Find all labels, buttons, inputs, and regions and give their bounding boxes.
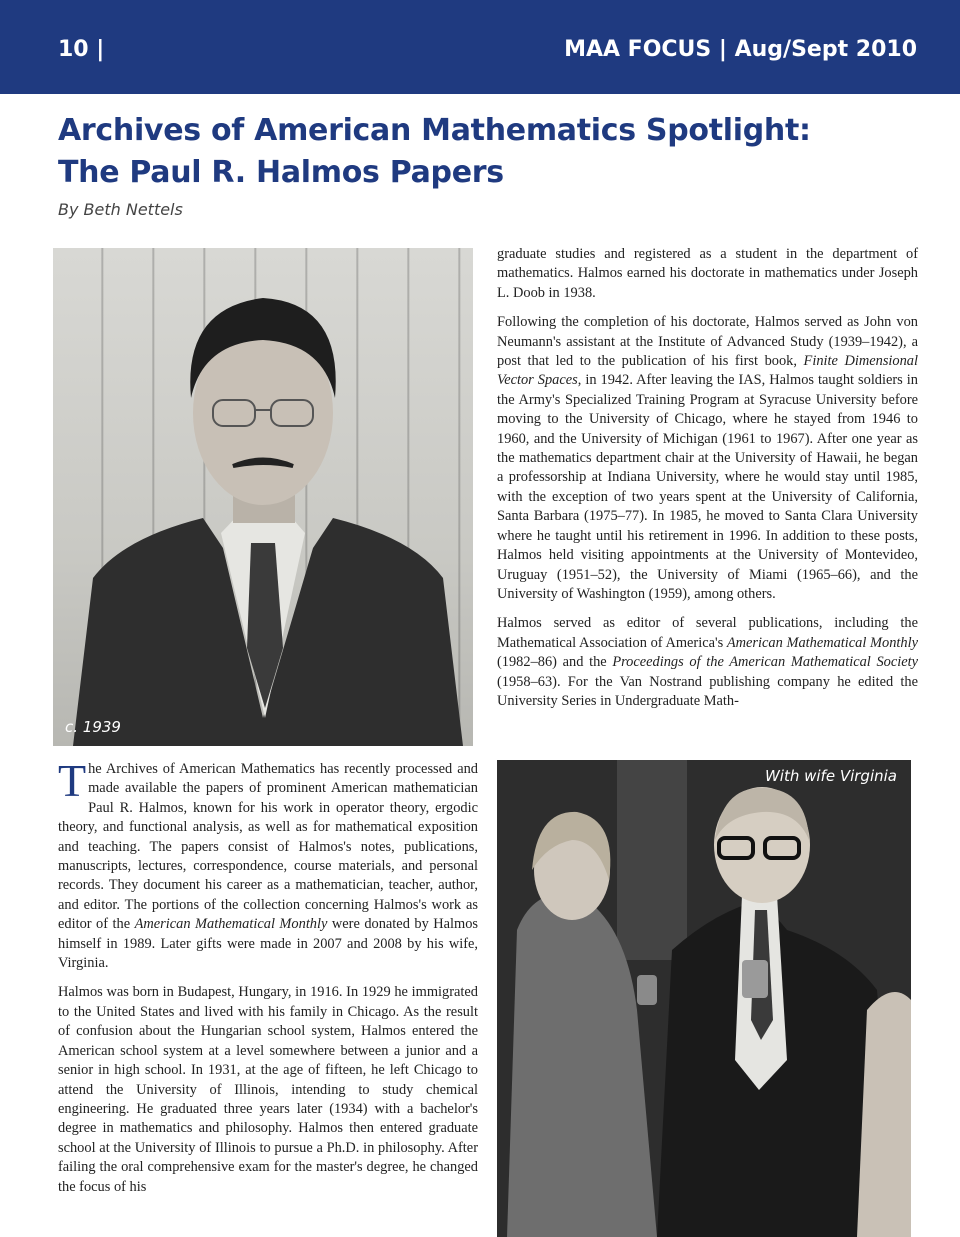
- right-column: [497, 245, 918, 721]
- right-paragraph-2: Following the completion of his doctorate, Halmos served as John von Neumann's assistant at the Institute of Advanced Study (1939–1942), a post that led to the publication of his first book, Finite Dimensional Vector Spaces, in 1942. After leaving the IAS, Halmos taught soldiers in the Army's Specialized Training Program at Syracuse University before moving to the University of Chicago, where he stayed from 1946 to 1960, and the University of Michigan (1961 to 1967). After one year as the mathematics department chair at the University of Hawaii, he began a professorship at Indiana University, where he would stay until 1985, with the exception of two years spent at the University of California, Santa Barbara (1975–77). In 1985, he moved to Santa Clara University where he taught until his retirement in 1996. In addition to these posts, Halmos held visiting appointments at the University of Montevideo, Uruguay (1951–52), the University of Miami (1965–66), and the University of Washington (1959), among others.: [497, 314, 918, 602]
- right-paragraph-3: Halmos served as editor of several publications, including the Mathematical Association of America's American Mathematical Monthly (1982–86) and the Proceedings of the American Mathematical Society (1958–63). For the Van Nostrand publishing company he edited the University Series in Undergraduate Math-: [497, 615, 919, 709]
- left-paragraph-2: Halmos was born in Budapest, Hungary, in 1916. In 1929 he immigrated to the United States and lived with his family in Chicago. As the result of confusion about the Hungarian school system, Halmos entered the American school system at a level somewhere between a junior and a senior in high school. In 1931, at the age of fifteen, he left Chicago to attend the University of Illinois, intending to study chemical engineering. He graduated three years later (1934) with a bachelor's degree in mathematics and philosophy. Halmos then entered graduate school at the University of Illinois to pursue a Ph.D. in philosophy. After failing the oral comprehensive exam for the master's degree, he changed the focus of his: [58, 984, 478, 1195]
- byline: By Beth Nettels: [58, 200, 183, 219]
- left-paragraph-1: The Archives of American Mathematics has recently processed and made available the papers of prominent American mathematician Paul R. Halmos, known for his work in operator theory, ergodic theory, and functional analysis, as well as for mathematical exposition and teaching. The papers consist of Halmos's notes, publications, manuscripts, lectures, correspondence, course materials, and personal records. They document his career as a mathematician, teacher, author, and editor. The portions of the collection concerning Halmos's work as editor of the American Mathematical Monthly were donated by Halmos himself in 1989. Later gifts were made in 2007 and 2008 by his wife, Virginia.: [58, 755, 479, 972]
- title-line-2: The Paul R. Halmos Papers: [58, 155, 504, 190]
- couple-photo: [497, 760, 911, 1237]
- portrait-photo: [53, 248, 473, 746]
- right-paragraph-1: graduate studies and registered as a student in the department of mathematics. Halmos earned his doctorate in mathematics under Joseph L. Doob in 1938.: [497, 246, 918, 301]
- page-number: 10 |: [58, 37, 105, 62]
- couple-caption: With wife Virginia: [764, 767, 897, 785]
- portrait-illustration: [53, 248, 473, 746]
- article-title: [58, 110, 918, 194]
- portrait-caption: c. 1939: [65, 718, 121, 736]
- drop-cap: T: [58, 755, 87, 806]
- left-column: [58, 755, 479, 1207]
- title-line-1: Archives of American Mathematics Spotlight:: [58, 113, 811, 148]
- couple-illustration: [497, 760, 911, 1237]
- page-header: [0, 0, 960, 94]
- masthead: MAA FOCUS | Aug/Sept 2010: [564, 37, 917, 62]
